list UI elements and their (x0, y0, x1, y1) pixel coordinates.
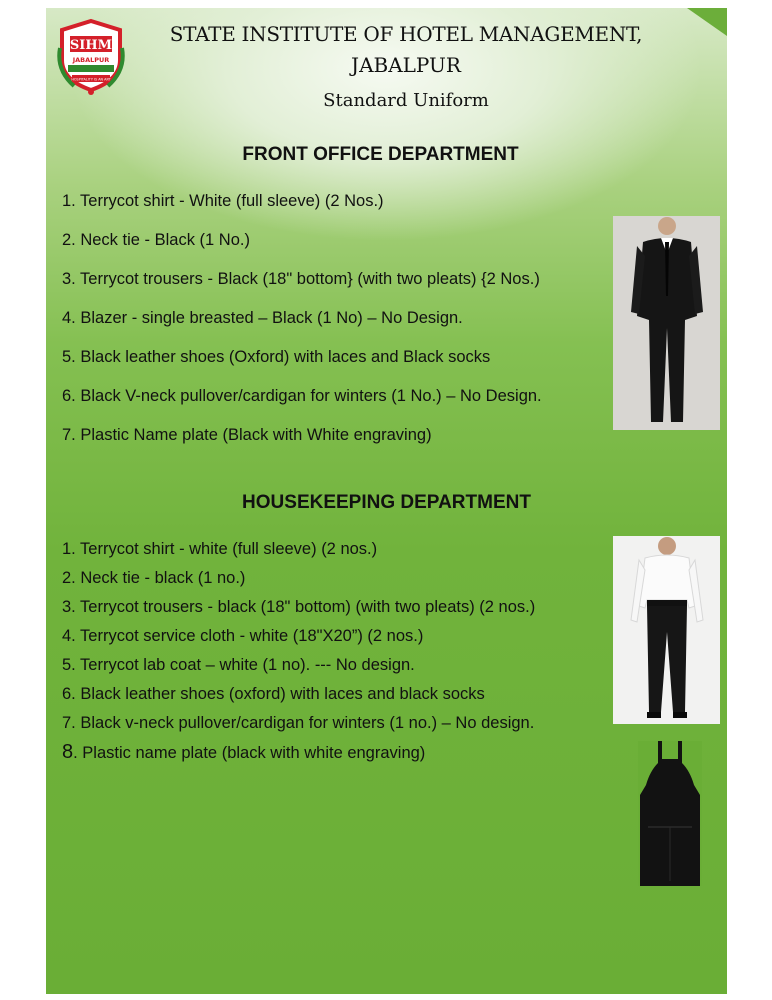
list-item: 5. Terrycot lab coat – white (1 no). --- No design. (62, 656, 415, 674)
list-item: 4. Terrycot service cloth - white (18"X20”) (2 nos.) (62, 627, 424, 645)
uniform-poster (46, 8, 727, 994)
list-item (62, 742, 535, 771)
list-item: 6. Black V-neck pullover/cardigan for winters (1 No.) – No Design. (62, 387, 542, 405)
list-item: 7. Plastic Name plate (Black with White engraving) (62, 426, 432, 444)
list-item: 6. Black leather shoes (oxford) with laces and black socks (62, 685, 485, 703)
list-item: 4. Blazer - single breasted – Black (1 No) – No Design. (62, 309, 463, 327)
list-item: 2. Neck tie - black (1 no.) (62, 569, 246, 587)
document-subtitle: Standard Uniform (323, 90, 489, 111)
front-office-heading: FRONT OFFICE DEPARTMENT (242, 144, 519, 165)
list-item: 1. Terrycot shirt - White (full sleeve) (2 Nos.) (62, 192, 384, 210)
list-item: 1. Terrycot shirt - white (full sleeve) (2 nos.) (62, 540, 378, 558)
institute-title-line2: JABALPUR (351, 53, 461, 77)
list-item-text: . Plastic name plate (black with white engraving) (73, 744, 426, 762)
logo-city: JABALPUR (72, 56, 110, 64)
black-suit-photo (613, 216, 720, 430)
list-item: 2. Neck tie - Black (1 No.) (62, 231, 250, 249)
list-item: 7. Black v-neck pullover/cardigan for winters (1 no.) – No design. (62, 714, 535, 732)
list-item: 5. Black leather shoes (Oxford) with laces and Black socks (62, 348, 491, 366)
institute-title-line1: STATE INSTITUTE OF HOTEL MANAGEMENT, (169, 22, 643, 46)
list-item: 3. Terrycot trousers - black (18" bottom) (with two pleats) (2 nos.) (62, 598, 536, 616)
housekeeping-heading: HOUSEKEEPING DEPARTMENT (242, 492, 531, 513)
list-item-number: 8 (62, 741, 74, 763)
front-office-list (62, 191, 542, 464)
list-item: 3. Terrycot trousers - Black (18" bottom} (with two pleats) {2 Nos.) (62, 270, 540, 288)
logo-text: SIHM (69, 38, 113, 53)
black-apron-photo (638, 741, 702, 886)
housekeeping-list (62, 539, 535, 771)
logo-motto: HOSPITALITY IS AN ART (71, 77, 111, 82)
white-shirt-black-trousers-photo (613, 536, 720, 724)
